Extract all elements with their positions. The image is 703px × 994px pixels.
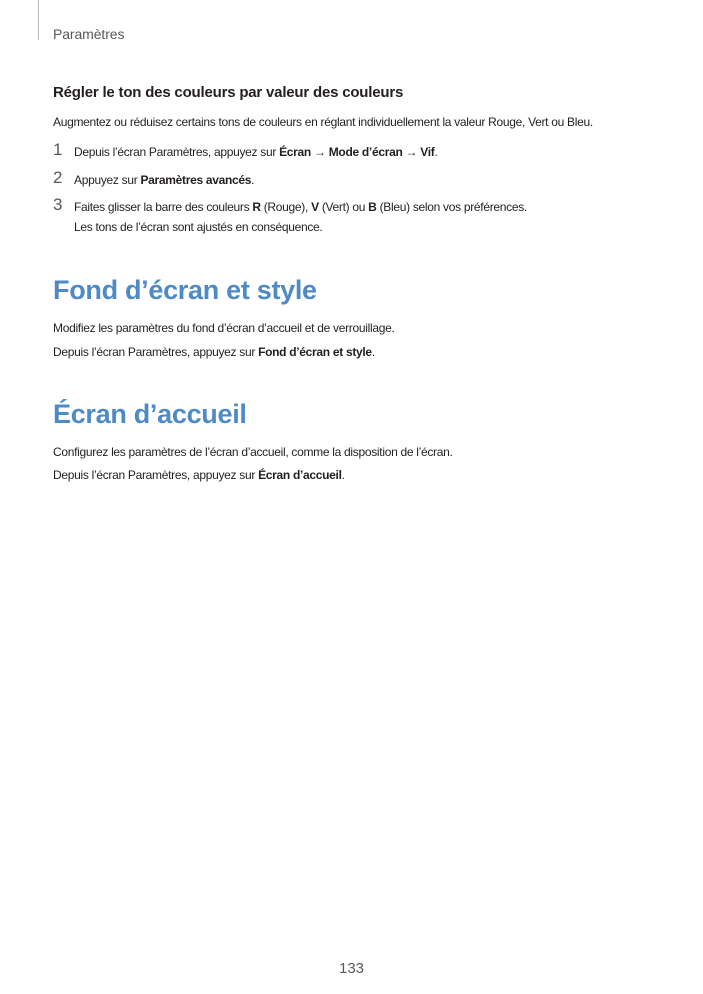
step-text-continued: Les tons de l’écran sont ajustés en conséquence. [74, 220, 323, 234]
wallpaper-description: Modifiez les paramètres du fond d’écran d’accueil et de verrouillage. [53, 321, 395, 335]
step-text: Faites glisser la barre des couleurs R (Rouge), V (Vert) ou B (Bleu) selon vos préférences. [74, 200, 527, 214]
header-title: Paramètres [53, 26, 125, 42]
subsection-intro: Augmentez ou réduisez certains tons de couleurs en réglant individuellement la valeur Rouge, Vert ou Bleu. [53, 115, 593, 129]
home-instruction: Depuis l’écran Paramètres, appuyez sur Écran d’accueil. [53, 468, 345, 482]
section-title-wallpaper: Fond d’écran et style [53, 275, 317, 305]
header-rule [38, 0, 39, 40]
step-number: 3 [53, 195, 63, 214]
wallpaper-instruction: Depuis l’écran Paramètres, appuyez sur Fond d’écran et style. [53, 345, 375, 359]
home-description: Configurez les paramètres de l’écran d’accueil, comme la disposition de l’écran. [53, 445, 453, 459]
section-title-home-screen: Écran d’accueil [53, 399, 247, 429]
subsection-heading: Régler le ton des couleurs par valeur des couleurs [53, 84, 404, 101]
step-text: Appuyez sur Paramètres avancés. [74, 173, 255, 187]
step-number: 2 [53, 168, 63, 187]
step-number: 1 [53, 140, 63, 159]
step-text: Depuis l’écran Paramètres, appuyez sur Écran → Mode d’écran → Vif. [74, 145, 438, 159]
page-number: 133 [338, 960, 365, 977]
